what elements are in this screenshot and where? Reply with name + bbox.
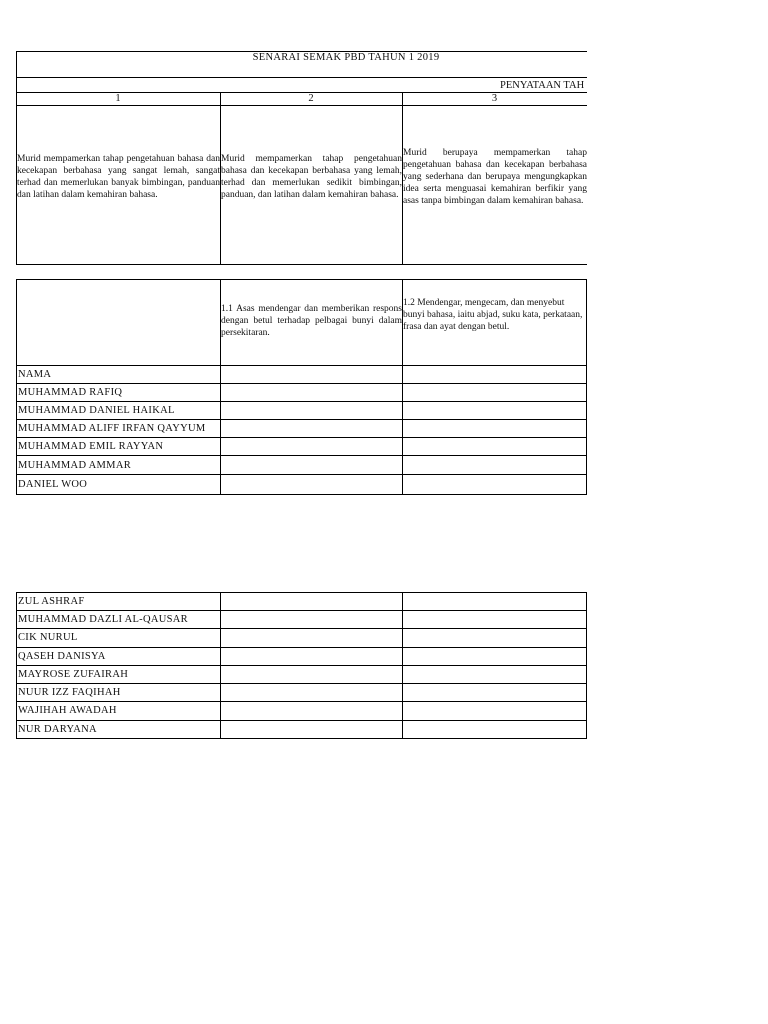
checklist-table-1 xyxy=(16,279,587,495)
student-name: MUHAMMAD DANIEL HAIKAL xyxy=(18,405,175,416)
student-name: NUR DARYANA xyxy=(18,724,97,735)
student-name: NUUR IZZ FAQIHAH xyxy=(18,687,121,698)
student-name: MUHAMMAD DAZLI AL-QAUSAR xyxy=(18,614,188,625)
names-header: NAMA xyxy=(18,369,52,380)
level-description-1: Murid mempamerkan tahap pengetahuan bahasa dan kecekapan berbahasa yang sangat lemah, sangat terhad dan memerlukan banyak bimbingan, panduan dan latihan dalam kemahiran bahasa. xyxy=(17,154,220,200)
level-number-3: 3 xyxy=(491,93,498,104)
student-name: MUHAMMAD RAFIQ xyxy=(18,387,123,398)
checklist-table-2 xyxy=(16,592,587,739)
student-name: MAYROSE ZUFAIRAH xyxy=(18,669,129,680)
level-number-2: 2 xyxy=(308,93,314,104)
student-name: DANIEL WOO xyxy=(18,479,88,490)
level-description-3: Murid berupaya mempamerkan tahap pengetahuan bahasa dan kecekapan berbahasa yang sederhana dan berupaya mengungkapkan idea serta menguasai kemahiran berfikir yang asas tanpa bimbingan dalam kemahiran bahasa. xyxy=(403,148,587,206)
student-name: WAJIHAH AWADAH xyxy=(18,705,117,716)
student-name: CIK NURUL xyxy=(18,632,78,643)
header-table xyxy=(16,51,587,265)
standard-1-1: 1.1 Asas mendengar dan memberikan respons dengan betul terhadap pelbagai bunyi dalam persekitaran. xyxy=(221,304,402,338)
level-description-2: Murid mempamerkan tahap pengetahuan bahasa dan kecekapan berbahasa yang lemah, terhad dan memerlukan sedikit bimbingan, panduan, dan latihan dalam kemahiran bahasa. xyxy=(221,154,402,200)
student-name: MUHAMMAD AMMAR xyxy=(18,460,132,471)
student-name: MUHAMMAD EMIL RAYYAN xyxy=(18,441,164,452)
student-name: QASEH DANISYA xyxy=(18,651,106,662)
student-name: ZUL ASHRAF xyxy=(18,596,85,607)
page-title: SENARAI SEMAK PBD TAHUN 1 2019 xyxy=(252,52,440,63)
level-number-1: 1 xyxy=(115,93,121,104)
section-subtitle: PENYATAAN TAH xyxy=(500,80,585,91)
student-name: MUHAMMAD ALIFF IRFAN QAYYUM xyxy=(18,423,206,434)
standard-1-2: 1.2 Mendengar, mengecam, dan menyebut bunyi bahasa, iaitu abjad, suku kata, perkataan, frasa dan ayat dengan betul. xyxy=(403,298,583,332)
